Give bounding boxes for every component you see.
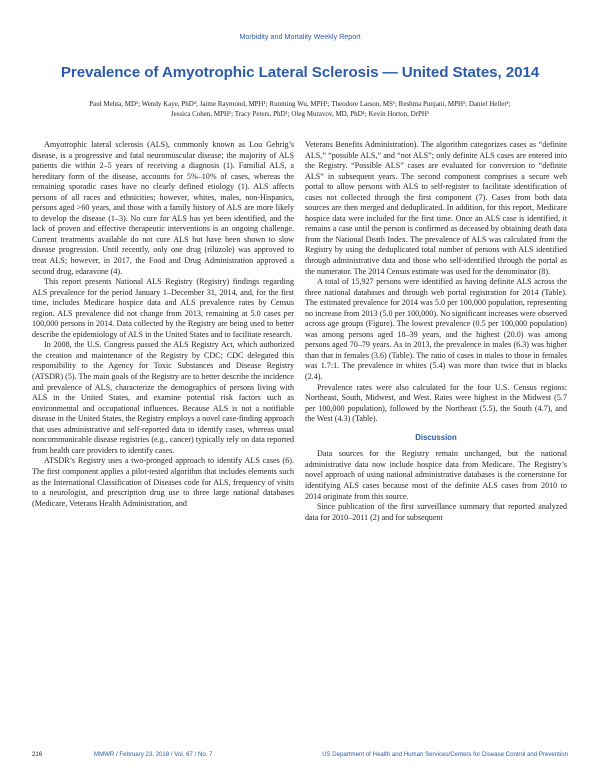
page-footer	[32, 751, 568, 761]
paragraph: Data sources for the Registry remain unchanged, but the national administrative data now include hospice data from Medicare. The Registry’s novel approach of using national administrative databases is the cornerstone for identifying ALS cases because most of the definite ALS cases from 2010 to 2014 originate from this source.	[305, 449, 567, 501]
issue-info: MMWR / February 23, 2018 / Vol. 67 / No. 7	[94, 751, 213, 758]
author-line-1: Paul Mehta, MD¹; Wendy Kaye, PhD²; Jaime Raymond, MPH¹; Ruoming Wu, MPH¹; Theodore Larson, MS¹; Reshma Punjani, MPH¹; Daniel Heller¹;	[89, 100, 511, 108]
page-number: 216	[32, 751, 43, 758]
author-list	[30, 99, 570, 119]
agency-name: US Department of Health and Human Services/Centers for Disease Control and Prevention	[322, 751, 568, 758]
paragraph: Amyotrophic lateral sclerosis (ALS), commonly known as Lou Gehrig’s disease, is a progressive and fatal neuromuscular disease; the majority of ALS patients die within 2–5 years of receiving a diagnosis (1). Familial ALS, a hereditary form of the disease, accounts for 5%–10% of cases, whereas the remaining sporadic cases have no clearly defined etiology (1). ALS affects persons of all races and ethnicities; however, whites, males, non-Hispanics, persons aged >60 years, and those with a family history of ALS are more likely to develop the disease (1–3). No cure for ALS has yet been identified, and the lack of proven and effective therapeutic interventions is an ongoing challenge. Current treatments available do not cure ALS but have been shown to slow disease progression. Until recently, only one drug (riluzole) was approved to treat ALS; however, in 2017, the Food and Drug Administration approved a second drug, edaravone (4).	[32, 140, 294, 276]
paragraph: In 2008, the U.S. Congress passed the ALS Registry Act, which authorized the creation and maintenance of the Registry by CDC; CDC delegated this responsibility to the Agency for Toxic Substances and Disease Registry (ATSDR) (5). The main goals of the Registry are to better describe the incidence and prevalence of ALS, characterize the demographics of persons living with ALS in the United States, and examine potential risk factors such as environmental and occupational influences. Because ALS is not a notifiable disease in the United States, the Registry employs a novel case-finding approach that uses administrative and self-reported data to identify cases, whereas usual noncommunicable disease registries (e.g., cancer) typically rely on data reported from health care providers to identify cases.	[32, 340, 294, 455]
left-column	[32, 140, 294, 509]
page-title: Prevalence of Amyotrophic Lateral Sclerosis — United States, 2014	[60, 64, 540, 81]
paragraph: Veterans Benefits Administration). The algorithm categorizes cases as “definite ALS,” “possible ALS,” and “not ALS”; only definite ALS cases are entered into the Registry. “Possible ALS” cases are evaluated for conversion to “definite ALS” in subsequent years. The second component comprises a secure web portal to allow persons with ALS to self-register to facilitate identification of cases not collected through the first component (7). Cases from both data sources are then merged and deduplicated. In addition, for this report, Medicare hospice data were included for the first time. Once an ALS case is identified, it remains a case until the person is confirmed as deceased by obtaining death data from the National Death Index. The prevalence of ALS was calculated from the Registry by using the deduplicated total number of persons with ALS identified through administrative data and those who self-identified through the portal as the numerator. The 2014 Census estimate was used for the denominator (8).	[305, 140, 567, 276]
discussion-heading: Discussion	[415, 432, 457, 442]
paragraph: A total of 15,927 persons were identified as having definite ALS across the three national databases and through web portal registration for 2014 (Table). The estimated prevalence for 2014 was 5.0 per 100,000 population, representing no increase from 2013 (5.0 per 100,000). No significant increases were observed across age groups (Figure). The lowest prevalence (0.5 per 100,000 population) was among persons aged 18–39 years, and the highest (20.0) was among persons aged 70–79 years. As in 2013, the prevalence in males (6.3) was higher than that in females (3.6) (Table). The ratio of cases in males to those in females was 1.7:1. The prevalence in whites (5.4) was more than twice that in blacks (2.4).	[305, 277, 567, 382]
right-column	[305, 140, 567, 523]
paragraph: This report presents National ALS Registry (Registry) findings regarding ALS prevalence for the period January 1–December 31, 2014, and, for the first time, includes Medicare hospice data and ALS prevalence rates by Census region. ALS prevalence did not change from 2013, remaining at 5.0 cases per 100,000 persons in 2014. Data collected by the Registry are being used to better describe the epidemiology of ALS in the United States and to facilitate research.	[32, 277, 294, 339]
paragraph: Prevalence rates were also calculated for the four U.S. Census regions: Northeast, South, Midwest, and West. Rates were highest in the Midwest (5.7 per 100,000 population), followed by the Northeast (5.5), the South (4.7), and the West (4.3) (Table).	[305, 382, 567, 424]
journal-header: Morbidity and Mortality Weekly Report	[239, 32, 361, 41]
author-line-2: Jessica Cohen, MPH¹; Tracy Peters, PhD¹; Oleg Muravov, MD, PhD¹; Kevin Horton, DrPH¹	[170, 110, 430, 118]
paragraph: ATSDR’s Registry uses a two-pronged approach to identify ALS cases (6). The first component applies a pilot-tested algorithm that includes elements such as the International Classification of Diseases code for ALS, frequency of visits to a neurologist, and prescription drug use to three large national databases (Medicare, Veterans Health Administration, and	[32, 456, 294, 508]
paragraph: Since publication of the first surveillance summary that reported analyzed data for 2010–2011 (2) and for subsequent	[305, 502, 567, 522]
